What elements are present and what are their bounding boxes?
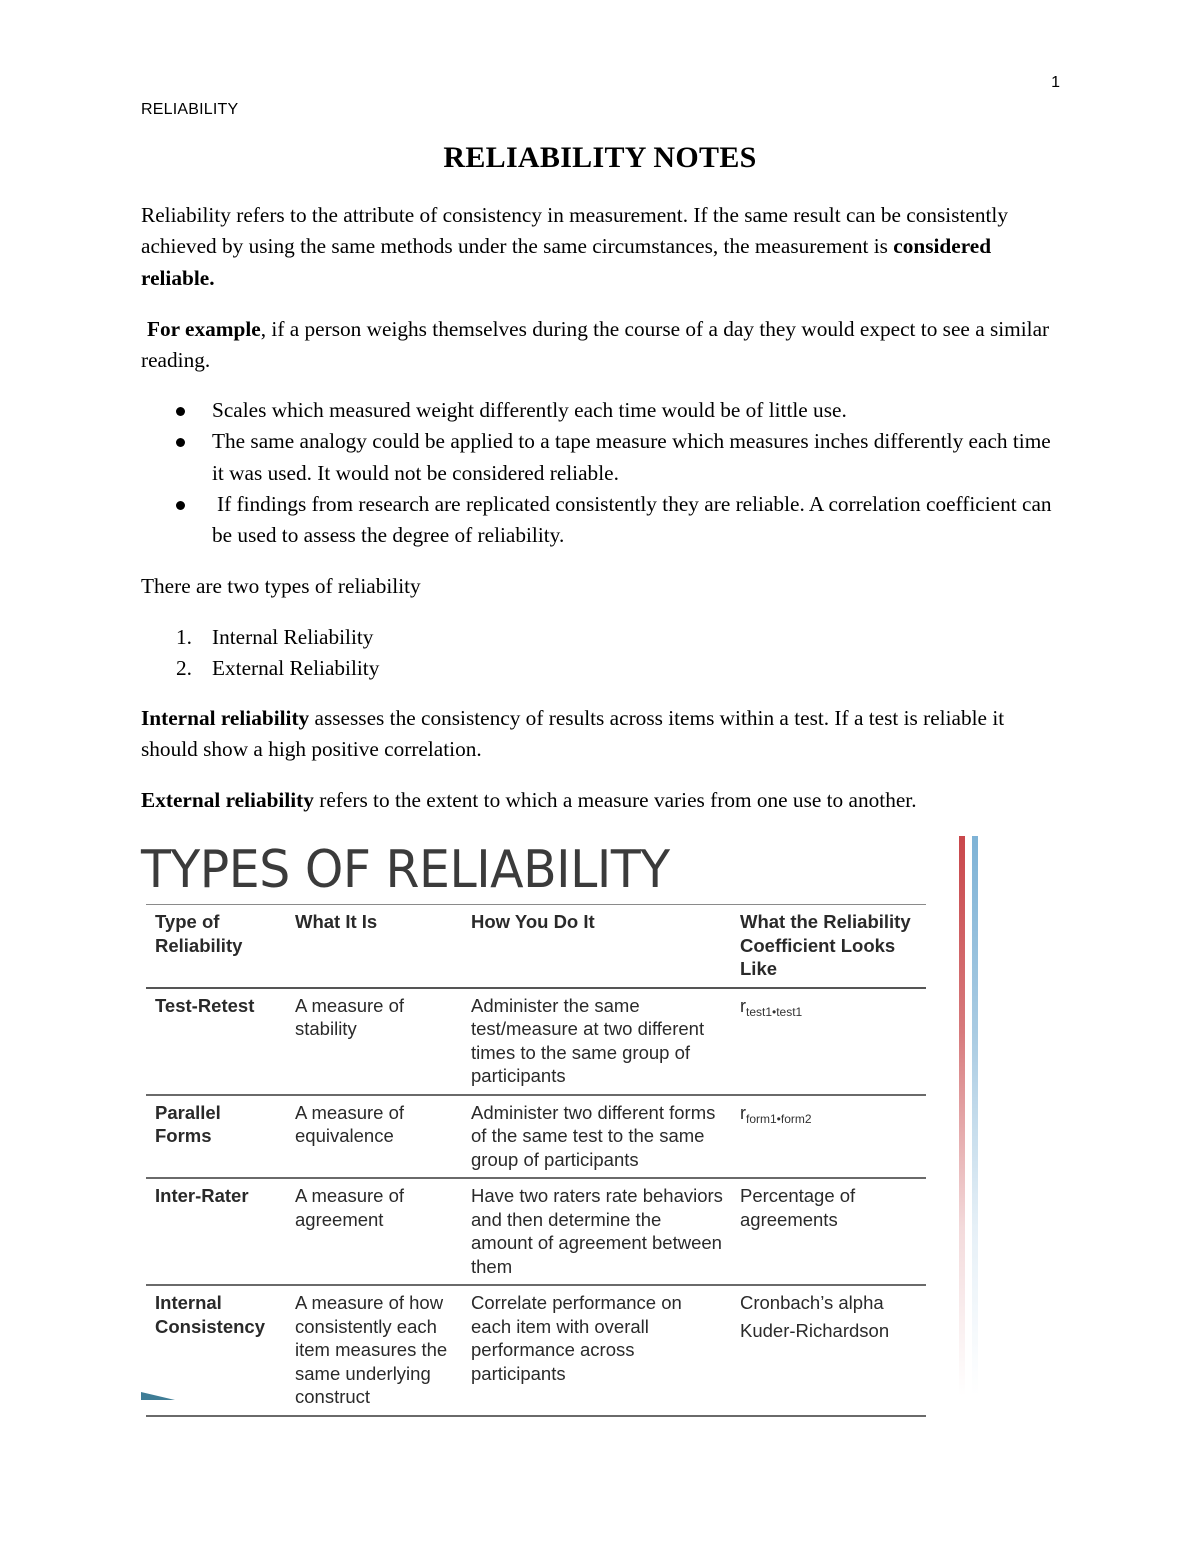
list-item [141, 489, 1061, 552]
figure-title: TYPES OF RELIABILITY [141, 840, 670, 900]
cell-how: Correlate performance on each item with overall performance across participants [471, 1292, 682, 1384]
external-bold: External reliability [141, 788, 314, 812]
example-paragraph [141, 314, 1061, 377]
cell-type: Parallel Forms [155, 1101, 221, 1146]
coefficient-symbol: r [740, 1102, 746, 1123]
list-number: 2. [176, 656, 192, 681]
cell-coefficient [731, 988, 926, 1095]
internal-text: assesses the consistency of results across items within a test. If a test is reliable it should show a high positive correlation. [141, 706, 1005, 762]
cell-what: A measure of agreement [295, 1185, 405, 1230]
running-head: RELIABILITY [141, 101, 239, 118]
coefficient-line: Kuder-Richardson [740, 1319, 890, 1341]
external-paragraph [141, 785, 1061, 816]
bullet-icon [176, 407, 185, 416]
example-bold: For example [147, 317, 261, 341]
reliability-table [146, 904, 926, 1417]
list-number: 1. [176, 625, 192, 649]
decorative-corner [141, 1392, 175, 1400]
table-header-row [146, 905, 926, 988]
bullet-icon [176, 438, 185, 447]
cell-what: A measure of stability [295, 994, 405, 1039]
example-text: , if a person weighs themselves during the course of a day they would expect to see a similar reading. [141, 317, 1050, 373]
coefficient-line: Cronbach’s alpha [740, 1292, 884, 1313]
intro-text: Reliability refers to the attribute of consistency in measurement. If the same result can be consistently achieved by using the same methods under the same circumstances, the measurement is [141, 203, 1008, 259]
bullet-list [141, 395, 1061, 551]
cell-how: Have two raters rate behaviors and then determine the amount of agreement between them [471, 1185, 723, 1277]
table-row [146, 1178, 926, 1285]
list-label: External Reliability [212, 656, 380, 681]
cell-coefficient [731, 1285, 926, 1416]
internal-bold: Internal reliability [141, 706, 310, 730]
table-row [146, 988, 926, 1095]
reliability-figure [141, 836, 986, 1406]
decorative-stripe-blue [972, 836, 978, 1396]
intro-paragraph [141, 200, 1061, 294]
column-header: What the Reliability Coefficient Looks Like [740, 911, 911, 979]
list-item [141, 653, 1061, 684]
types-intro: There are two types of reliability [141, 574, 421, 598]
column-header: What It Is [295, 911, 378, 932]
table-row [146, 1285, 926, 1416]
coefficient-symbol: r [740, 995, 746, 1016]
bullet-icon [176, 501, 185, 510]
cell-type: Internal Consistency [155, 1292, 266, 1337]
list-item [141, 426, 1061, 489]
column-header: Type of Reliability [155, 911, 243, 956]
cell-type: Test-Retest [155, 994, 255, 1016]
cell-how: Administer two different forms of the same test to the same group of participants [471, 1101, 716, 1170]
bullet-text: Scales which measured weight differently each time would be of little use. [212, 398, 847, 422]
table-row [146, 1095, 926, 1179]
cell-how: Administer the same test/measure at two different times to the same group of participants [471, 994, 705, 1086]
coefficient-subscript: form1•form2 [746, 1111, 812, 1126]
list-item [141, 622, 1061, 653]
page-number: 1 [1051, 74, 1060, 91]
cell-type: Inter-Rater [155, 1185, 249, 1206]
list-label: Internal Reliability [212, 625, 374, 649]
intro-bold: considered reliable. [141, 234, 992, 290]
coefficient-subscript: test1•test1 [746, 1004, 803, 1019]
list-item [141, 395, 1061, 426]
bullet-text: The same analogy could be applied to a tape measure which measures inches differently each time it was used. It would not be considered reliable. [212, 429, 1051, 485]
external-text: refers to the extent to which a measure varies from one use to another. [313, 788, 917, 812]
cell-coefficient: Percentage of agreements [740, 1185, 856, 1230]
internal-paragraph [141, 703, 1061, 766]
cell-coefficient [731, 1095, 926, 1179]
page-title: RELIABILITY NOTES [443, 141, 757, 174]
cell-what: A measure of equivalence [295, 1101, 405, 1146]
bullet-text: If findings from research are replicated consistently they are reliable. A correlation coefficient can be used to assess the degree of reliability. [212, 491, 1052, 548]
cell-what: A measure of how consistently each item measures the same underlying construct [295, 1292, 448, 1407]
decorative-stripe-red [959, 836, 965, 1396]
numbered-list [141, 622, 1061, 685]
column-header: How You Do It [471, 911, 595, 932]
